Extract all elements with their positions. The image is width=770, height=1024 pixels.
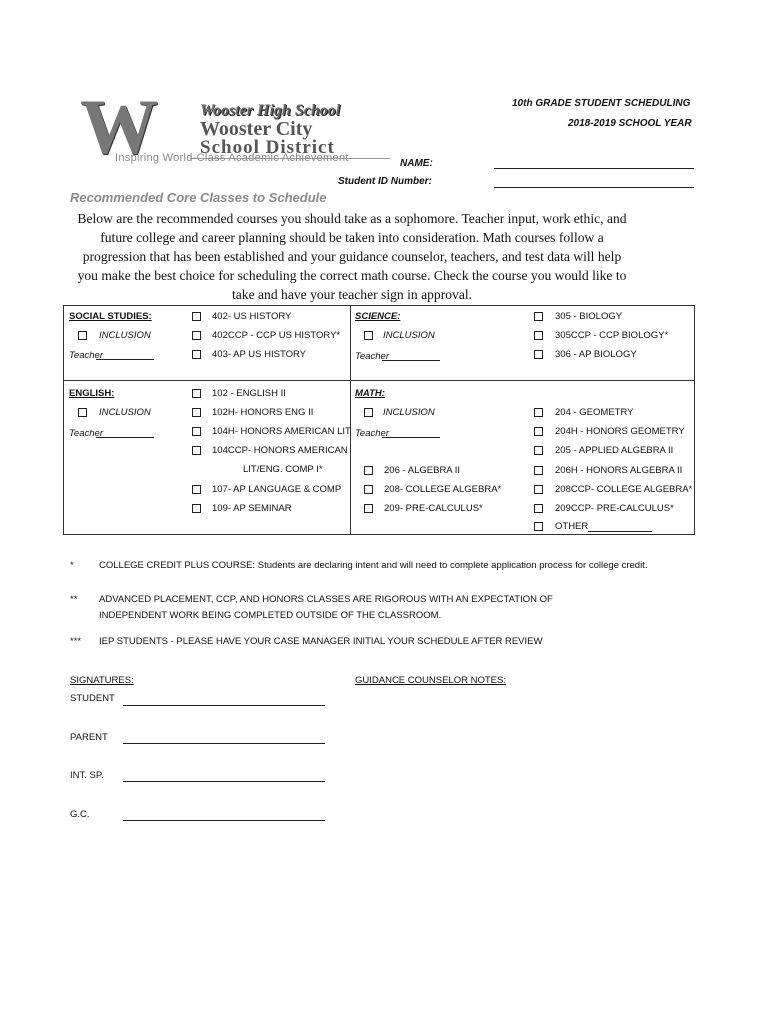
logo-line1: Wooster High School bbox=[200, 102, 341, 119]
checkbox-208[interactable] bbox=[364, 485, 373, 494]
course-104ccp: 104CCP- HONORS AMERICAN bbox=[212, 445, 348, 456]
note-mark: ** bbox=[70, 594, 78, 605]
course-209ccp: 209CCP- PRE-CALCULUS* bbox=[555, 503, 674, 514]
checkbox-104ccp[interactable] bbox=[192, 446, 201, 455]
course-208: 208- COLLEGE ALGEBRA* bbox=[384, 484, 502, 495]
math-heading: MATH: bbox=[355, 388, 385, 399]
math-teacher-signature[interactable] bbox=[382, 437, 440, 438]
eng-teacher-signature[interactable] bbox=[96, 437, 154, 438]
intro-line: progression that has been established and your guidance counselor, teachers, and test data will help bbox=[82, 249, 622, 264]
course-208ccp: 208CCP- COLLEGE ALGEBRA* bbox=[555, 484, 693, 495]
sci-inclusion-label: INCLUSION bbox=[383, 330, 435, 341]
note-text: COLLEGE CREDIT PLUS COURSE: Students are declaring intent and will need to complete application process for college credit. bbox=[99, 560, 648, 571]
course-102h: 102H- HONORS ENG II bbox=[212, 407, 314, 418]
math-teacher-label: Teacher bbox=[355, 428, 389, 439]
course-102: 102 - ENGLISH II bbox=[212, 388, 286, 399]
checkbox-402[interactable] bbox=[192, 312, 201, 321]
intro-line: take and have your teacher sign in approval. bbox=[231, 287, 473, 302]
student-signature-label: STUDENT bbox=[70, 693, 115, 704]
checkbox-209[interactable] bbox=[364, 504, 373, 513]
logo-letter: W bbox=[80, 83, 152, 170]
ss-inclusion-label: INCLUSION bbox=[99, 330, 151, 341]
english-heading: ENGLISH: bbox=[69, 388, 115, 399]
intro-line: future college and career planning should be taken into consideration. Math courses follow a bbox=[100, 230, 604, 245]
science-heading: SCIENCE: bbox=[355, 311, 401, 322]
student-id-label: Student ID Number: bbox=[338, 176, 432, 187]
math-inclusion-label: INCLUSION bbox=[383, 407, 435, 418]
checkbox-208ccp[interactable] bbox=[534, 485, 543, 494]
course-104ccp-cont: LIT/ENG. COMP I* bbox=[243, 464, 323, 475]
checkbox-206[interactable] bbox=[364, 466, 373, 475]
parent-signature-line[interactable] bbox=[123, 743, 325, 744]
ss-teacher-label: Teacher bbox=[69, 350, 103, 361]
checkbox-403[interactable] bbox=[192, 350, 201, 359]
checkbox-107[interactable] bbox=[192, 485, 201, 494]
form-title-line2: 2018-2019 SCHOOL YEAR bbox=[568, 118, 692, 129]
course-402ccp: 402CCP - CCP US HISTORY* bbox=[212, 330, 341, 341]
course-109: 109- AP SEMINAR bbox=[212, 503, 292, 514]
form-title-line1: 10th GRADE STUDENT SCHEDULING bbox=[512, 98, 691, 109]
gc-signature-line[interactable] bbox=[123, 820, 325, 821]
social-studies-heading: SOCIAL STUDIES: bbox=[69, 311, 152, 322]
course-206: 206 - ALGEBRA II bbox=[384, 465, 461, 476]
course-403: 403- AP US HISTORY bbox=[212, 349, 306, 360]
checkbox-sci-inclusion[interactable] bbox=[364, 331, 373, 340]
logo-line2: Wooster City bbox=[200, 118, 313, 140]
checkbox-other[interactable] bbox=[534, 522, 543, 531]
sci-teacher-label: Teacher bbox=[355, 351, 389, 362]
course-206h: 206H - HONORS ALGEBRA II bbox=[555, 465, 683, 476]
checkbox-306[interactable] bbox=[534, 350, 543, 359]
note-mark: *** bbox=[70, 636, 82, 647]
note-text: ADVANCED PLACEMENT, CCP, AND HONORS CLASSES ARE RIGOROUS WITH AN EXPECTATION OF bbox=[99, 594, 553, 605]
signatures-heading: SIGNATURES: bbox=[70, 675, 134, 686]
sci-teacher-signature[interactable] bbox=[382, 360, 440, 361]
other-course-field[interactable] bbox=[588, 531, 652, 532]
intro-line: Below are the recommended courses you should take as a sophomore. Teacher input, work ethic, and bbox=[77, 211, 627, 226]
note-text: IEP STUDENTS - PLEASE HAVE YOUR CASE MANAGER INITIAL YOUR SCHEDULE AFTER REVIEW bbox=[99, 636, 543, 647]
parent-signature-label: PARENT bbox=[70, 732, 108, 743]
int-sp-signature-label: INT. SP. bbox=[70, 770, 104, 781]
checkbox-102h[interactable] bbox=[192, 408, 201, 417]
name-field[interactable] bbox=[494, 168, 694, 169]
note-text: INDEPENDENT WORK BEING COMPLETED OUTSIDE OF THE CLASSROOM. bbox=[99, 610, 442, 621]
checkbox-math-inclusion[interactable] bbox=[364, 408, 373, 417]
checkbox-104h[interactable] bbox=[192, 427, 201, 436]
course-104h: 104H- HONORS AMERICAN LIT bbox=[212, 426, 351, 437]
course-205: 205 - APPLIED ALGEBRA II bbox=[555, 445, 674, 456]
ss-teacher-signature[interactable] bbox=[96, 359, 154, 360]
int-sp-signature-line[interactable] bbox=[123, 781, 325, 782]
gc-signature-label: G.C. bbox=[70, 809, 90, 820]
checkbox-109[interactable] bbox=[192, 504, 201, 513]
course-107: 107- AP LANGUAGE & COMP bbox=[212, 484, 342, 495]
intro-paragraph bbox=[52, 209, 652, 304]
checkbox-205[interactable] bbox=[534, 446, 543, 455]
course-306: 306 - AP BIOLOGY bbox=[555, 349, 637, 360]
checkbox-204h[interactable] bbox=[534, 427, 543, 436]
logo-line3: School District bbox=[200, 137, 335, 158]
course-other: OTHER bbox=[555, 521, 589, 532]
student-id-field[interactable] bbox=[494, 187, 694, 188]
table-divider bbox=[350, 305, 351, 534]
course-204h: 204H - HONORS GEOMETRY bbox=[555, 426, 685, 437]
checkbox-402ccp[interactable] bbox=[192, 331, 201, 340]
name-label: NAME: bbox=[400, 158, 433, 169]
checkbox-eng-inclusion[interactable] bbox=[78, 408, 87, 417]
intro-line: you make the best choice for scheduling the correct math course. Check the course you would like to bbox=[77, 268, 627, 283]
logo-tagline: Inspiring World-Class Academic Achievement bbox=[115, 152, 349, 164]
section-title: Recommended Core Classes to Schedule bbox=[70, 190, 327, 205]
checkbox-204[interactable] bbox=[534, 408, 543, 417]
course-305ccp: 305CCP - CCP BIOLOGY* bbox=[555, 330, 669, 341]
table-divider bbox=[63, 380, 695, 381]
checkbox-102[interactable] bbox=[192, 389, 201, 398]
checkbox-209ccp[interactable] bbox=[534, 504, 543, 513]
guidance-notes-heading: GUIDANCE COUNSELOR NOTES: bbox=[355, 675, 506, 686]
checkbox-305ccp[interactable] bbox=[534, 331, 543, 340]
checkbox-305[interactable] bbox=[534, 312, 543, 321]
school-logo bbox=[80, 83, 400, 170]
eng-inclusion-label: INCLUSION bbox=[99, 407, 151, 418]
course-209: 209- PRE-CALCULUS* bbox=[384, 503, 483, 514]
course-402: 402- US HISTORY bbox=[212, 311, 292, 322]
note-mark: * bbox=[70, 560, 74, 571]
checkbox-206h[interactable] bbox=[534, 466, 543, 475]
eng-teacher-label: Teacher bbox=[69, 428, 103, 439]
student-signature-line[interactable] bbox=[123, 705, 325, 706]
course-204: 204 - GEOMETRY bbox=[555, 407, 634, 418]
course-305: 305 - BIOLOGY bbox=[555, 311, 623, 322]
checkbox-ss-inclusion[interactable] bbox=[78, 331, 87, 340]
